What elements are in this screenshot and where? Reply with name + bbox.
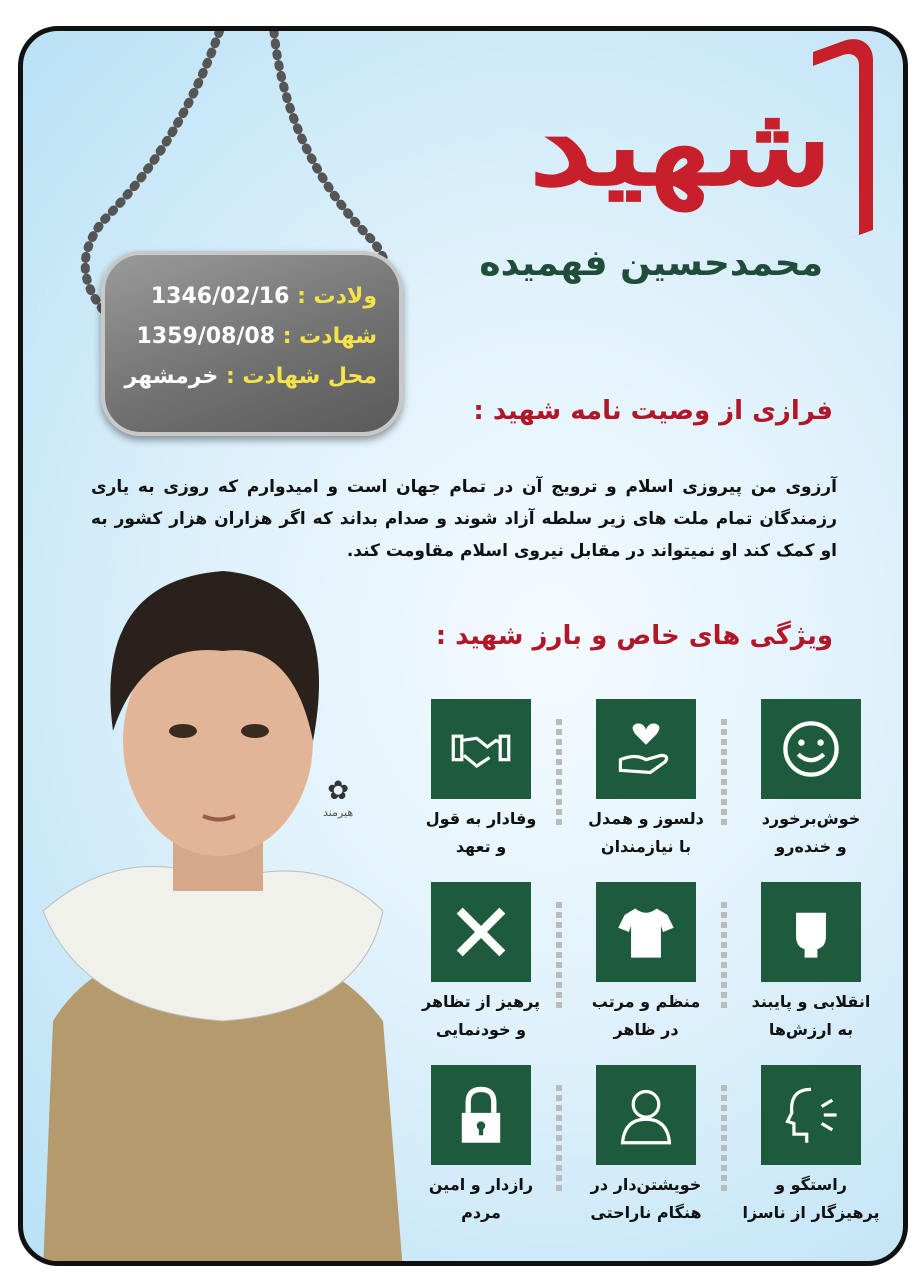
dog-tag xyxy=(101,251,403,436)
fist-icon xyxy=(761,882,861,982)
trait-item xyxy=(741,699,881,861)
divider xyxy=(556,719,562,829)
divider xyxy=(556,902,562,1012)
trait-label-line2: مردم xyxy=(461,1203,501,1222)
watermark-text: هیرمند xyxy=(323,806,354,819)
trait-item xyxy=(411,1065,551,1227)
trait-label-line2: در ظاهر xyxy=(613,1020,679,1039)
poster-title: شهید xyxy=(529,81,833,210)
trait-label-line1: منظم و مرتب xyxy=(591,992,701,1011)
trait-item xyxy=(411,699,551,861)
trait-label-line1: دلسوز و همدل xyxy=(588,809,704,828)
watermark-logo: ✿ هیرمند xyxy=(323,776,354,819)
trait-item xyxy=(576,1065,716,1227)
place-label: محل شهادت : xyxy=(225,364,377,389)
trait-label-line1: وفادار به قول xyxy=(425,809,537,828)
trait-label-line2: و تعهد xyxy=(455,837,507,856)
trait-item xyxy=(741,1065,881,1227)
traits-heading: ویژگی های خاص و بارز شهید : xyxy=(435,621,833,651)
shirt-icon xyxy=(596,882,696,982)
trait-label-line1: خویشتن‌دار در xyxy=(590,1175,702,1194)
trait-item xyxy=(576,699,716,861)
person-icon xyxy=(596,1065,696,1165)
trait-label-line2: با نیازمندان xyxy=(600,837,692,856)
trait-label-line2: و خنده‌رو xyxy=(775,837,847,856)
trait-label-line1: رازدار و امین xyxy=(428,1175,534,1194)
x-icon xyxy=(431,882,531,982)
poster xyxy=(18,26,908,1266)
will-heading: فرازی از وصیت نامه شهید : xyxy=(473,396,833,426)
trait-item xyxy=(576,882,716,1044)
divider xyxy=(721,902,727,1012)
smile-icon xyxy=(761,699,861,799)
place-value: خرمشهر xyxy=(124,364,219,389)
trait-label-line1: انقلابی و پایبند xyxy=(751,992,871,1011)
birth-value: 1346/02/16 xyxy=(150,284,290,309)
trait-label-line1: پرهیز از تظاهر xyxy=(421,992,541,1011)
martyrdom-value: 1359/08/08 xyxy=(136,324,276,349)
martyr-portrait xyxy=(23,551,413,1266)
will-text: آرزوی من پیروزی اسلام و ترویج آن در تمام جهان است و امیدوارم که روزی به یاری رزمندگان تمام ملت های زیر سلطه آزاد شوند و صدام بداند که اگر هزاران هزار کشور به او کمک کند او نمیتواند در مقابل نیروی اسلام مقاومت کند. xyxy=(91,477,837,561)
trait-item xyxy=(411,882,551,1044)
trait-label-line1: خوش‌برخورد xyxy=(761,809,861,828)
martyr-name: محمدحسین فهمیده xyxy=(479,243,823,284)
martyrdom-label: شهادت : xyxy=(282,324,377,349)
trait-label-line2: پرهیزگار از ناسزا xyxy=(742,1203,880,1222)
divider xyxy=(721,719,727,829)
birth-label: ولادت : xyxy=(297,284,377,309)
divider xyxy=(556,1085,562,1195)
lock-icon xyxy=(431,1065,531,1165)
trait-item xyxy=(741,882,881,1044)
speaking-icon xyxy=(761,1065,861,1165)
handshake-icon xyxy=(431,699,531,799)
trait-label-line1: راستگو و xyxy=(775,1175,847,1194)
heart-hand-icon xyxy=(596,699,696,799)
trait-label-line2: به ارزش‌ها xyxy=(768,1020,854,1039)
trait-label-line2: هنگام ناراحتی xyxy=(590,1203,702,1222)
divider xyxy=(721,1085,727,1195)
trait-label-line2: و خودنمایی xyxy=(435,1020,527,1039)
